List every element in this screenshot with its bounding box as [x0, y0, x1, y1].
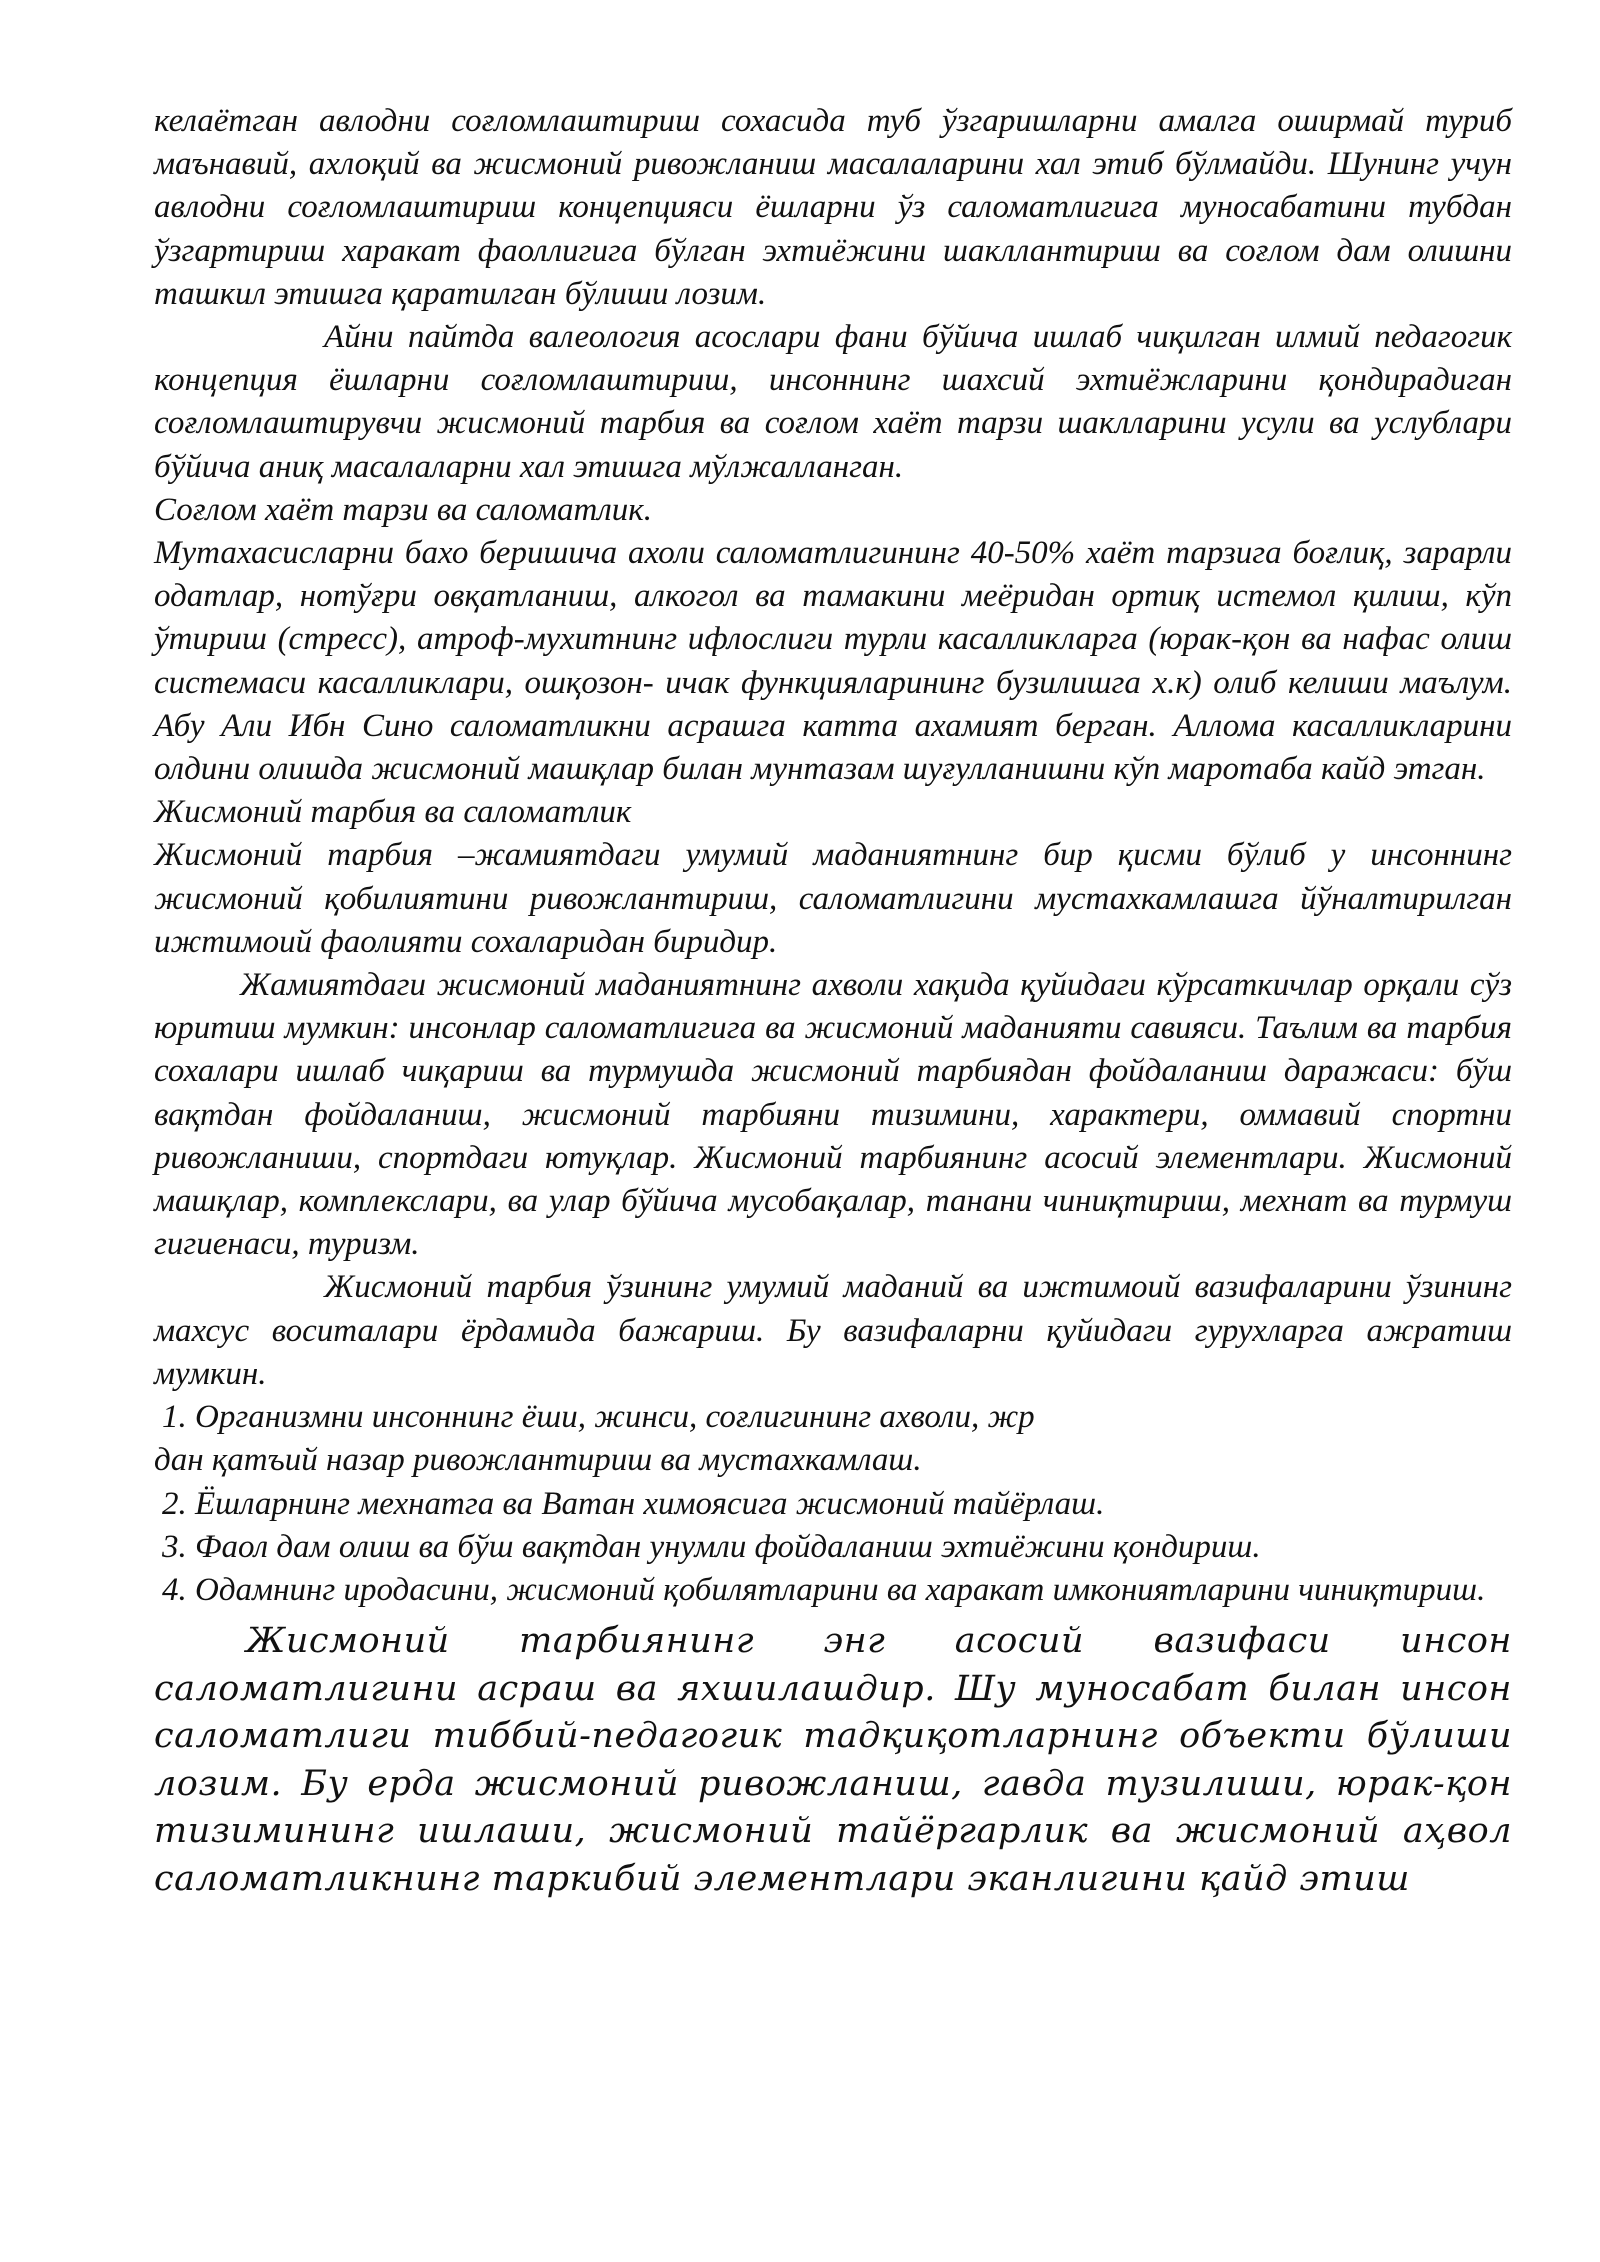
section-heading-healthy-lifestyle: Соғлом хаёт тарзи ва саломатлик. — [154, 491, 652, 528]
paragraph-tasks-intro: Жисмоний тарбия ўзининг умумий маданий ва ижтимоий вазифаларини ўзининг махсус воситалари ёрдамида бажариш. Бу вазифаларни қуйидаги гурухларга ажратиш мумкин. — [154, 1269, 1512, 1392]
paragraph-valeology: Айни пайтда валеология асослари фани бўйича ишлаб чиқилган илмий педагогик концепция ёшларни соғломлаштириш, инсоннинг шахсий эхтиёжларини қондирадиган соғломлаштирувчи жисмоний тарбия ва соғлом хаёт тарзи шаклларини усули ва услублари бўйича аниқ масалаларни хал этишга мўлжалланган. — [154, 319, 1512, 485]
paragraph-physical-culture-state: Жамиятдаги жисмоний маданиятнинг ахволи хақида қуйидаги кўрсаткичлар орқали сўз юритиш мумкин: инсонлар саломатлигига ва жисмоний маданияти савияси. Таълим ва тарбия сохалари ишлаб чиқариш ва турмушда жисмоний тарбиядан фойдаланиш даражаси: бўш вақтдан фойдаланиш, жисмоний тарбияни тизимини, характери, оммавий спортни ривожланиши, спортдаги ютуқлар. Жисмоний тарбиянинг асосий элементлари. Жисмоний машқлар, комплекслари, ва улар бўйича мусобақалар, танани чиниқтириш, мехнат ва турмуш гигиенаси, туризм. — [154, 967, 1512, 1263]
list-item-2: 2. Ёшларнинг мехнатга ва Ватан химоясига жисмоний тайёрлаш. — [162, 1485, 1105, 1522]
list-item-4: 4. Одамнинг иродасини, жисмоний қобилятларини ва харакат имкониятларини чиниқтириш. — [162, 1571, 1486, 1608]
list-item-3: 3. Фаол дам олиш ва бўш вақтдан унумли фойдаланиш эхтиёжини қондириш. — [162, 1528, 1261, 1565]
paragraph-health-concept: келаётган авлодни соғломлаштириш сохасида туб ўзгаришларни амалга оширмай туриб маънавий, ахлоқий ва жисмоний ривожланиш масалаларини хал этиб бўлмайди. Шунинг учун авлодни соғломлаштириш концепцияси ёшларни ўз саломатлигига муносабатини тубдан ўзгартириш харакат фаоллигига бўлган эхтиёжини шакллантириш ва соғлом дам олишни ташкил этишга қаратилган бўлиши лозим. — [154, 103, 1512, 312]
paragraph-main-task: Жисмоний тарбиянинг энг асосий вазифаси инсон саломатлигини асраш ва яхшилашдир. Шу муносабат билан инсон саломатлиги тиббий-педагогик тадқиқотларнинг объекти бўлиши лозим. Бу ерда жисмоний ривожланиш, гавда тузилиши, юрак-қон тизимининг ишлаши, жисмоний тайёргарлик ва жисмоний аҳвол саломатликнинг таркибий элементлари эканлигини қайд этиш — [154, 1621, 1512, 1900]
list-item-1-line-2: дан қатъий назар ривожлантириш ва мустахкамлаш. — [154, 1442, 922, 1479]
list-item-1-line-1: 1. Организмни инсоннинг ёши, жинси, соғлигининг ахволи, жр — [162, 1399, 1035, 1436]
paragraph-physical-education-definition: Жисмоний тарбия –жамиятдаги умумий маданиятнинг бир қисми бўлиб у инсоннинг жисмоний қобилиятини ривожлантириш, саломатлигини мустахкамлашга йўналтирилган ижтимоий фаолияти сохаларидан биридир. — [154, 837, 1512, 960]
paragraph-specialists-assessment: Мутахасисларни бахо беришича ахоли саломатлигининг 40-50% хаёт тарзига боғлиқ, зарарли одатлар, нотўғри овқатланиш, алкогол ва тамакини меёридан ортиқ истемол қилиш, кўп ўтириш (стресс), атроф-мухитнинг ифлослиги турли касалликларга (юрак-қон ва нафас олиш системаси касалликлари, ошқозон- ичак функцияларининг бузилишга х.к) олиб келиши маълум. Абу Али Ибн Сино саломатликни асрашга катта ахамият берган. Аллома касалликларини олдини олишда жисмоний машқлар билан мунтазам шуғулланишни кўп маротаба кайд этган. — [154, 535, 1512, 788]
document-page — [154, 100, 1512, 1904]
section-heading-physical-education: Жисмоний тарбия ва саломатлик — [154, 794, 632, 831]
